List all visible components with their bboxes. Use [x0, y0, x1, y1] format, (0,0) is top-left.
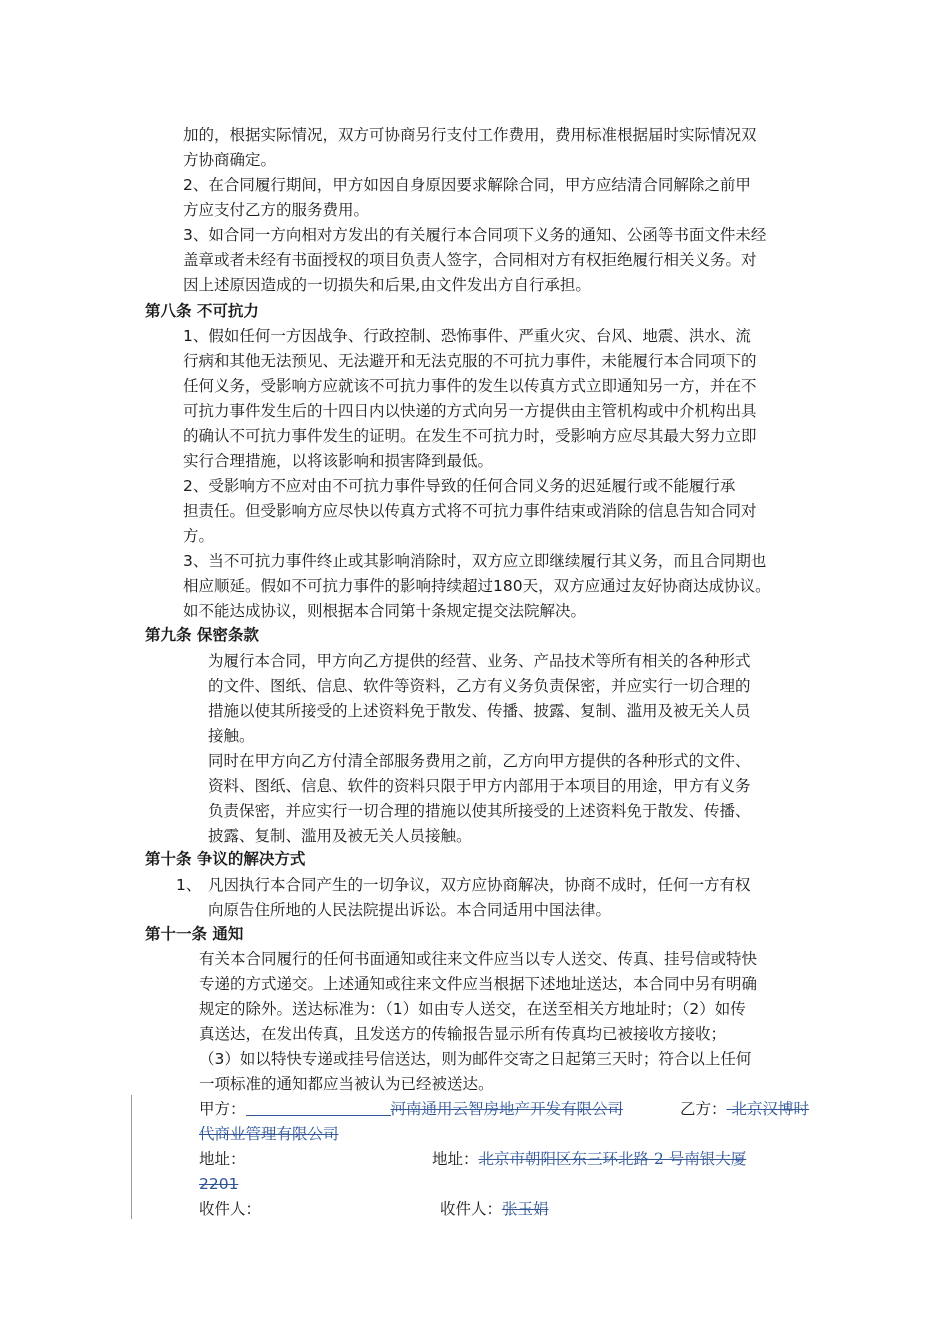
clause8-line: 的确认不可抗力事件发生的证明。在发生不可抗力时，受影响方应尽其最大努力立即	[183, 427, 757, 445]
clause7-paragraph-2: 2、在合同履行期间，甲方如因自身原因要求解除合同，甲方应结清合同解除之前甲	[183, 176, 751, 194]
days-value: 180	[493, 577, 523, 595]
party-b-row	[680, 1097, 809, 1121]
clause8-line: 方。	[183, 527, 215, 545]
party-a-label: 甲方：	[199, 1100, 246, 1118]
clause8-paragraph-1: 1、假如任何一方因战争、行政控制、恐怖事件、严重火灾、台风、地震、洪水、流	[183, 327, 751, 345]
clause9-line: 为履行本合同，甲方向乙方提供的经营、业务、产品技术等所有相关的各种形式	[208, 652, 751, 670]
clause8-line: 可抗力事件发生后的十四日内以快递的方式向另一方提供由主管机构或中介机构出具	[183, 402, 757, 420]
clause11-line: 一项标准的通知都应当被认为已经被送达。	[199, 1075, 494, 1093]
party-a-recipient-label: 收件人：	[199, 1200, 262, 1218]
clause8-line: 实行合理措施，以将该影响和损害降到最低。	[183, 452, 494, 470]
paragraph-number: 1、	[176, 876, 202, 894]
clause9-line: 负责保密，并应实行一切合理的措施以使其所接受的上述资料免于散发、传播、	[208, 802, 751, 820]
paragraph-number: 1	[183, 327, 193, 345]
party-a-name: 河南通用云智房地产开发有限公司	[390, 1100, 624, 1118]
party-b-recipient-row	[440, 1197, 549, 1221]
party-b-name: 北京汉博时	[726, 1100, 809, 1118]
clause9-line: 接触。	[208, 727, 255, 745]
clause11-line: （3）如以特快专递或挂号信送达，则为邮件交寄之日起第三天时；符合以上任何	[199, 1050, 752, 1068]
party-b-label: 乙方：	[680, 1100, 727, 1118]
clause8-line: 担责任。但受影响方应尽快以传真方式将不可抗力事件结束或消除的信息告知合同对	[183, 502, 757, 520]
clause8-paragraph-3: 3、当不可抗力事件终止或其影响消除时，双方应立即继续履行其义务，而且合同期也	[183, 552, 767, 570]
clause9-line: 资料、图纸、信息、软件的资料只限于甲方内部用于本项目的用途，甲方有义务	[208, 777, 751, 795]
party-a-underline	[246, 1099, 391, 1116]
clause7-line: 方协商确定。	[183, 151, 277, 169]
paragraph-number: 3	[183, 226, 193, 244]
party-b-recipient-label: 收件人：	[440, 1200, 503, 1218]
paragraph-number: 2	[183, 477, 193, 495]
paragraph-number: 3	[183, 552, 193, 570]
clause7-line: 盖章或者未经有书面授权的项目负责人签字，合同相对方有权拒绝履行相关义务。对	[183, 251, 757, 269]
party-b-name-continued: 代商业管理有限公司	[199, 1125, 339, 1143]
clause11-line: 专递的方式递交。上述通知或往来文件应当根据下述地址送达，本合同中另有明确	[199, 975, 758, 993]
paragraph-number: 2	[183, 176, 193, 194]
clause7-line: 加的，根据实际情况，双方可协商另行支付工作费用，费用标准根据届时实际情况双	[183, 126, 757, 144]
revision-change-bar	[131, 1095, 132, 1219]
clause10-title: 第十条 争议的解决方式	[145, 850, 306, 868]
clause11-line: 有关本合同履行的任何书面通知或往来文件应当以专人送交、传真、挂号信或特快	[199, 950, 758, 968]
party-b-address-label: 地址：	[432, 1150, 479, 1168]
clause9-line: 披露、复制、滥用及被无关人员接触。	[208, 827, 472, 845]
clause8-line: 如不能达成协议，则根据本合同第十条规定提交法院解决。	[183, 602, 587, 620]
clause11-title: 第十一条 通知	[145, 925, 244, 943]
clause7-line: 因上述原因造成的一切损失和后果,由文件发出方自行承担。	[183, 276, 591, 294]
party-a-row	[199, 1097, 623, 1121]
clause11-line: 规定的除外。送达标准为：（1）如由专人送交，在送至相关方地址时；（2）如传	[199, 1000, 746, 1018]
clause7-paragraph-3: 3、如合同一方向相对方发出的有关履行本合同项下义务的通知、公函等书面文件未经	[183, 226, 767, 244]
clause8-paragraph-2: 2、受影响方不应对由不可抗力事件导致的任何合同义务的迟延履行或不能履行承	[183, 477, 736, 495]
clause9-line: 的文件、图纸、信息、软件等资料，乙方有义务负责保密，并应实行一切合理的	[208, 677, 751, 695]
clause10-line: 向原告住所地的人民法院提出诉讼。本合同适用中国法律。	[208, 901, 612, 919]
clause11-line: 真送达，在发出传真，且发送方的传输报告显示所有传真均已被接收方接收；	[199, 1025, 727, 1043]
clause7-line: 方应支付乙方的服务费用。	[183, 201, 370, 219]
party-b-address-row	[432, 1147, 746, 1171]
clause9-line: 措施以使其所接受的上述资料免于散发、传播、披露、复制、滥用及被无关人员	[208, 702, 751, 720]
clause8-line: 任何义务，受影响方应就该不可抗力事件的发生以传真方式立即通知另一方，并在不	[183, 377, 757, 395]
party-a-address-label: 地址：	[199, 1150, 246, 1168]
clause9-title: 第九条 保密条款	[145, 626, 259, 644]
party-b-address-continued: 2201	[199, 1175, 239, 1193]
clause10-line: 凡因执行本合同产生的一切争议，双方应协商解决，协商不成时，任何一方有权	[208, 876, 751, 894]
clause8-line: 行病和其他无法预见、无法避开和无法克服的不可抗力事件，未能履行本合同项下的	[183, 352, 757, 370]
party-b-recipient: 张玉娟	[502, 1200, 549, 1218]
clause8-title: 第八条 不可抗力	[145, 302, 259, 320]
clause8-line: 相应顺延。假如不可抗力事件的影响持续超过180天，双方应通过友好协商达成协议。	[183, 577, 771, 595]
clause9-line: 同时在甲方向乙方付清全部服务费用之前，乙方向甲方提供的各种形式的文件、	[208, 752, 751, 770]
party-b-address: 北京市朝阳区东三环北路 2 号南银大厦	[478, 1150, 747, 1168]
